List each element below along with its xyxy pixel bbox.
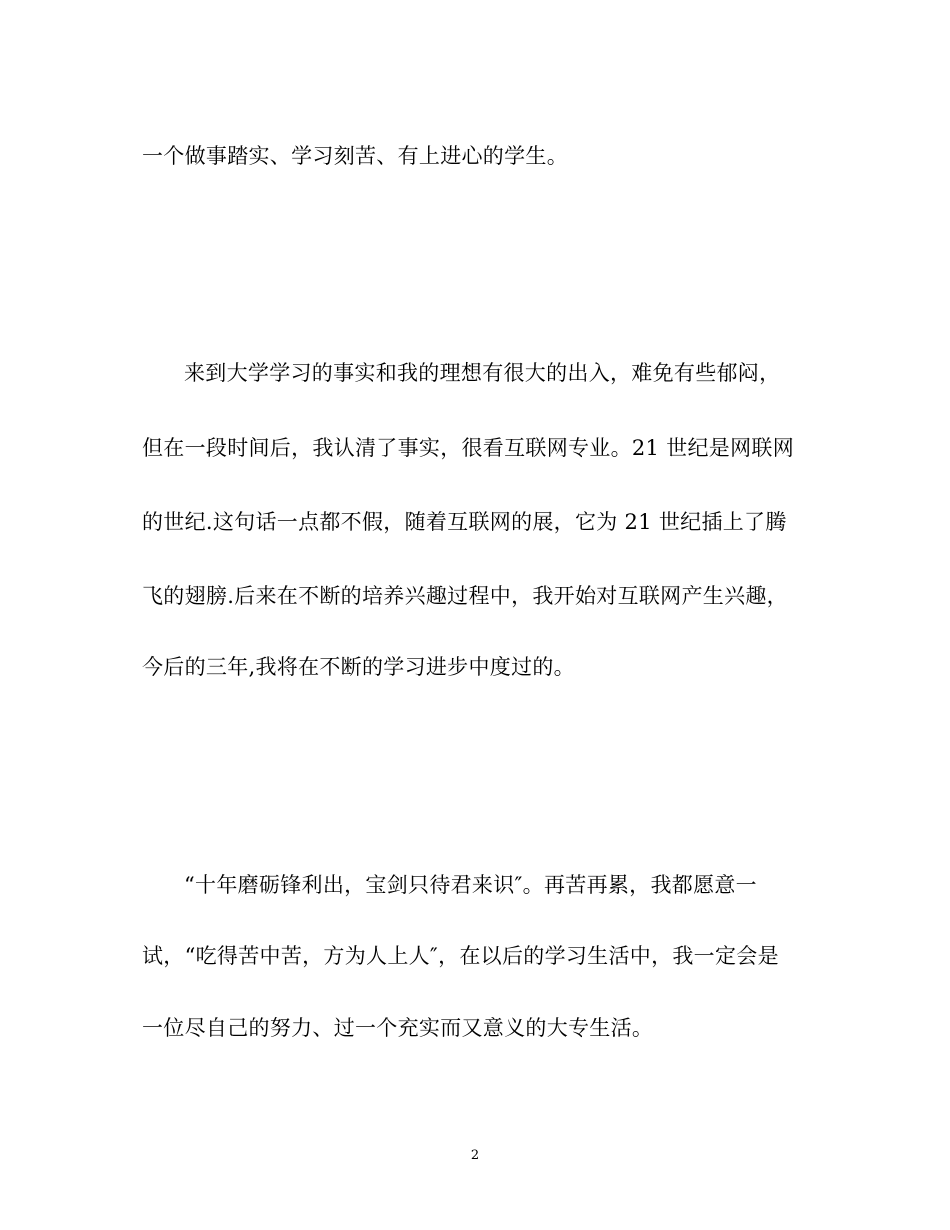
paragraph-2-line-4: 飞的翅膀.后来在不断的培养兴趣过程中，我开始对互联网产生兴趣，	[142, 584, 788, 608]
paragraph-2-line-5: 今后的三年,我将在不断的学习进步中度过的。	[142, 655, 575, 679]
paragraph-2-line-1: 来到大学学习的事实和我的理想有很大的出入，难免有些郁闷，	[184, 361, 781, 385]
paragraph-3-line-3: 一位尽自己的努力、过一个充实而又意义的大专生活。	[142, 1016, 654, 1040]
paragraph-2-line-3: 的世纪.这句话一点都不假，随着互联网的展，它为 21 世纪插上了腾	[142, 510, 787, 534]
paragraph-3-line-2: 试，“吃得苦中苦，方为人上人″，在以后的学习生活中，我一定会是	[142, 944, 779, 968]
page-number: 2	[470, 1148, 480, 1163]
paragraph-3-line-1: “十年磨砺锋利出，宝剑只待君来识″。再苦再累，我都愿意一	[184, 873, 757, 897]
paragraph-1-line-1: 一个做事踏实、学习刻苦、有上进心的学生。	[142, 144, 568, 168]
paragraph-2-line-2: 但在一段时间后，我认清了事实，很看互联网专业。21 世纪是网联网	[142, 436, 794, 460]
